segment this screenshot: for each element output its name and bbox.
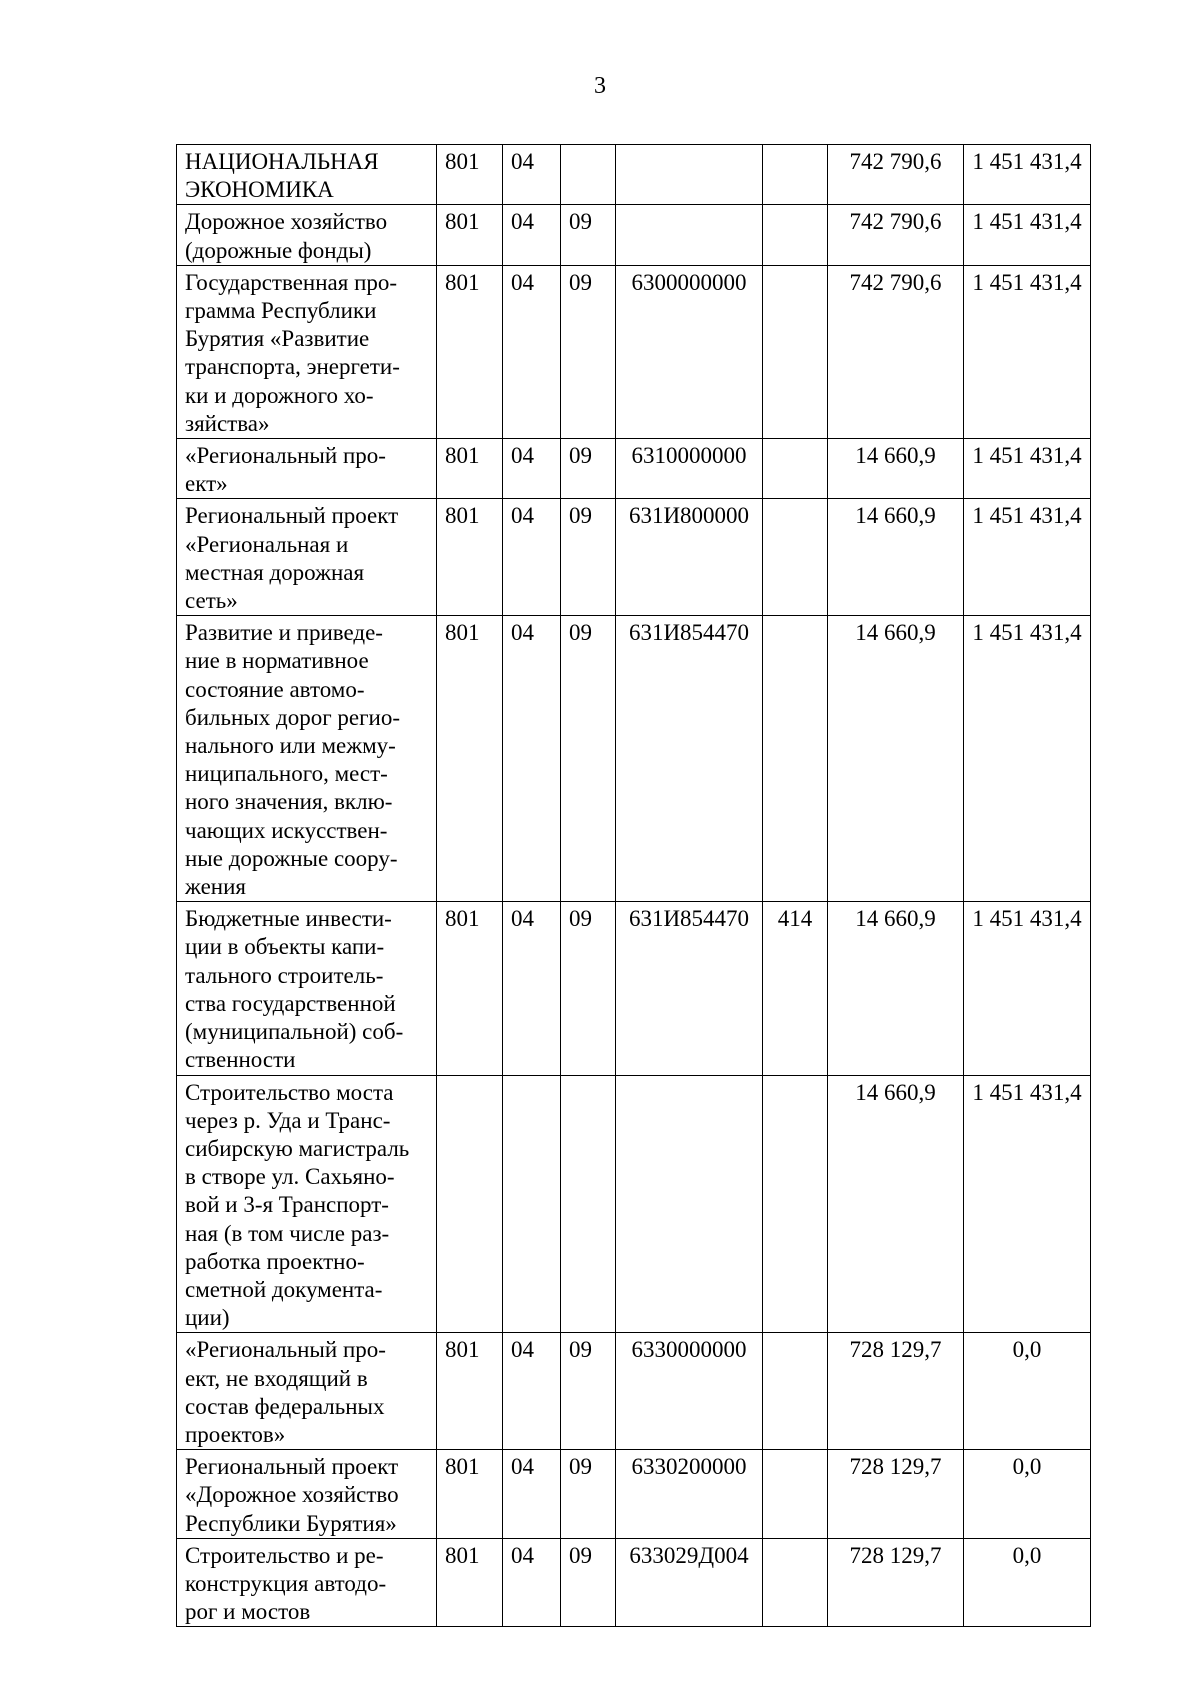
grbs-cell: 801 [437,1333,503,1450]
row-name-cell: «Региональный про- ект» [177,439,437,499]
sum-year1-cell: 728 129,7 [828,1450,964,1539]
sum-year1-cell: 742 790,6 [828,205,964,265]
sum-year2-cell: 0,0 [964,1333,1091,1450]
grbs-cell: 801 [437,902,503,1075]
subsection-cell [561,145,616,205]
row-name-cell: Региональный проект «Региональная и местная дорожная сеть» [177,499,437,616]
sum-year2-cell: 0,0 [964,1538,1091,1627]
expense-type-cell [763,265,828,438]
section-cell [503,1075,561,1333]
target-article-cell [616,1075,763,1333]
section-cell: 04 [503,1538,561,1627]
expense-type-cell [763,205,828,265]
row-name-cell: Строительство и ре- конструкция автодо- рог и мостов [177,1538,437,1627]
expense-type-cell [763,439,828,499]
sum-year2-cell: 1 451 431,4 [964,499,1091,616]
table-body [177,145,1091,1627]
target-article-cell: 631И800000 [616,499,763,616]
budget-table [176,144,1091,1627]
table-row [177,265,1091,438]
page-number: 3 [594,73,606,99]
row-name-cell: Региональный проект «Дорожное хозяйство Республики Бурятия» [177,1450,437,1539]
grbs-cell: 801 [437,439,503,499]
subsection-cell: 09 [561,616,616,902]
section-cell: 04 [503,616,561,902]
table-row [177,145,1091,205]
table-row [177,439,1091,499]
subsection-cell: 09 [561,439,616,499]
target-article-cell: 6330200000 [616,1450,763,1539]
grbs-cell: 801 [437,205,503,265]
sum-year1-cell: 14 660,9 [828,1075,964,1333]
target-article-cell: 631И854470 [616,902,763,1075]
sum-year2-cell: 1 451 431,4 [964,439,1091,499]
row-name-cell: Развитие и приведе- ние в нормативное состояние автомо- бильных дорог регио- нального или межму- ниципального, мест- ного значения, вклю- чающих искусствен- ные дорожные соору- жения [177,616,437,902]
subsection-cell: 09 [561,1450,616,1539]
subsection-cell: 09 [561,205,616,265]
target-article-cell [616,145,763,205]
sum-year2-cell: 1 451 431,4 [964,1075,1091,1333]
sum-year1-cell: 14 660,9 [828,616,964,902]
section-cell: 04 [503,265,561,438]
subsection-cell: 09 [561,1333,616,1450]
sum-year1-cell: 14 660,9 [828,902,964,1075]
expense-type-cell [763,1538,828,1627]
target-article-cell [616,205,763,265]
grbs-cell: 801 [437,616,503,902]
sum-year2-cell: 0,0 [964,1450,1091,1539]
grbs-cell: 801 [437,499,503,616]
section-cell: 04 [503,1333,561,1450]
target-article-cell: 6310000000 [616,439,763,499]
section-cell: 04 [503,1450,561,1539]
target-article-cell: 6330000000 [616,1333,763,1450]
subsection-cell: 09 [561,1538,616,1627]
subsection-cell: 09 [561,499,616,616]
row-name-cell: «Региональный про- ект, не входящий в состав федеральных проектов» [177,1333,437,1450]
table-row [177,1450,1091,1539]
subsection-cell: 09 [561,902,616,1075]
sum-year2-cell: 1 451 431,4 [964,616,1091,902]
section-cell: 04 [503,145,561,205]
expense-type-cell [763,1333,828,1450]
table-row [177,616,1091,902]
section-cell: 04 [503,499,561,616]
expense-type-cell [763,1075,828,1333]
section-cell: 04 [503,205,561,265]
section-cell: 04 [503,902,561,1075]
expense-type-cell [763,1450,828,1539]
row-name-cell: Государственная про- грамма Республики Бурятия «Развитие транспорта, энергети- ки и дорожного хо- зяйства» [177,265,437,438]
sum-year1-cell: 742 790,6 [828,265,964,438]
sum-year2-cell: 1 451 431,4 [964,265,1091,438]
grbs-cell: 801 [437,145,503,205]
sum-year1-cell: 728 129,7 [828,1538,964,1627]
row-name-cell: НАЦИОНАЛЬНАЯ ЭКОНОМИКА [177,145,437,205]
expense-type-cell [763,499,828,616]
grbs-cell: 801 [437,1538,503,1627]
table-row [177,902,1091,1075]
target-article-cell: 633029Д004 [616,1538,763,1627]
table-row [177,1538,1091,1627]
expense-type-cell [763,616,828,902]
sum-year1-cell: 14 660,9 [828,499,964,616]
expense-type-cell: 414 [763,902,828,1075]
table-row [177,205,1091,265]
sum-year1-cell: 742 790,6 [828,145,964,205]
table-row [177,499,1091,616]
section-cell: 04 [503,439,561,499]
expense-type-cell [763,145,828,205]
sum-year2-cell: 1 451 431,4 [964,145,1091,205]
row-name-cell: Строительство моста через р. Уда и Транс- сибирскую магистраль в створе ул. Сахьяно- вой и 3-я Транспорт- ная (в том числе раз- работка проектно- сметной документа- ции) [177,1075,437,1333]
subsection-cell: 09 [561,265,616,438]
sum-year1-cell: 14 660,9 [828,439,964,499]
row-name-cell: Дорожное хозяйство (дорожные фонды) [177,205,437,265]
table-row [177,1333,1091,1450]
sum-year2-cell: 1 451 431,4 [964,205,1091,265]
table-row [177,1075,1091,1333]
target-article-cell: 6300000000 [616,265,763,438]
grbs-cell: 801 [437,265,503,438]
target-article-cell: 631И854470 [616,616,763,902]
sum-year2-cell: 1 451 431,4 [964,902,1091,1075]
grbs-cell: 801 [437,1450,503,1539]
row-name-cell: Бюджетные инвести- ции в объекты капи- тального строитель- ства государственной (муниципальной) соб- ственности [177,902,437,1075]
sum-year1-cell: 728 129,7 [828,1333,964,1450]
grbs-cell [437,1075,503,1333]
subsection-cell [561,1075,616,1333]
